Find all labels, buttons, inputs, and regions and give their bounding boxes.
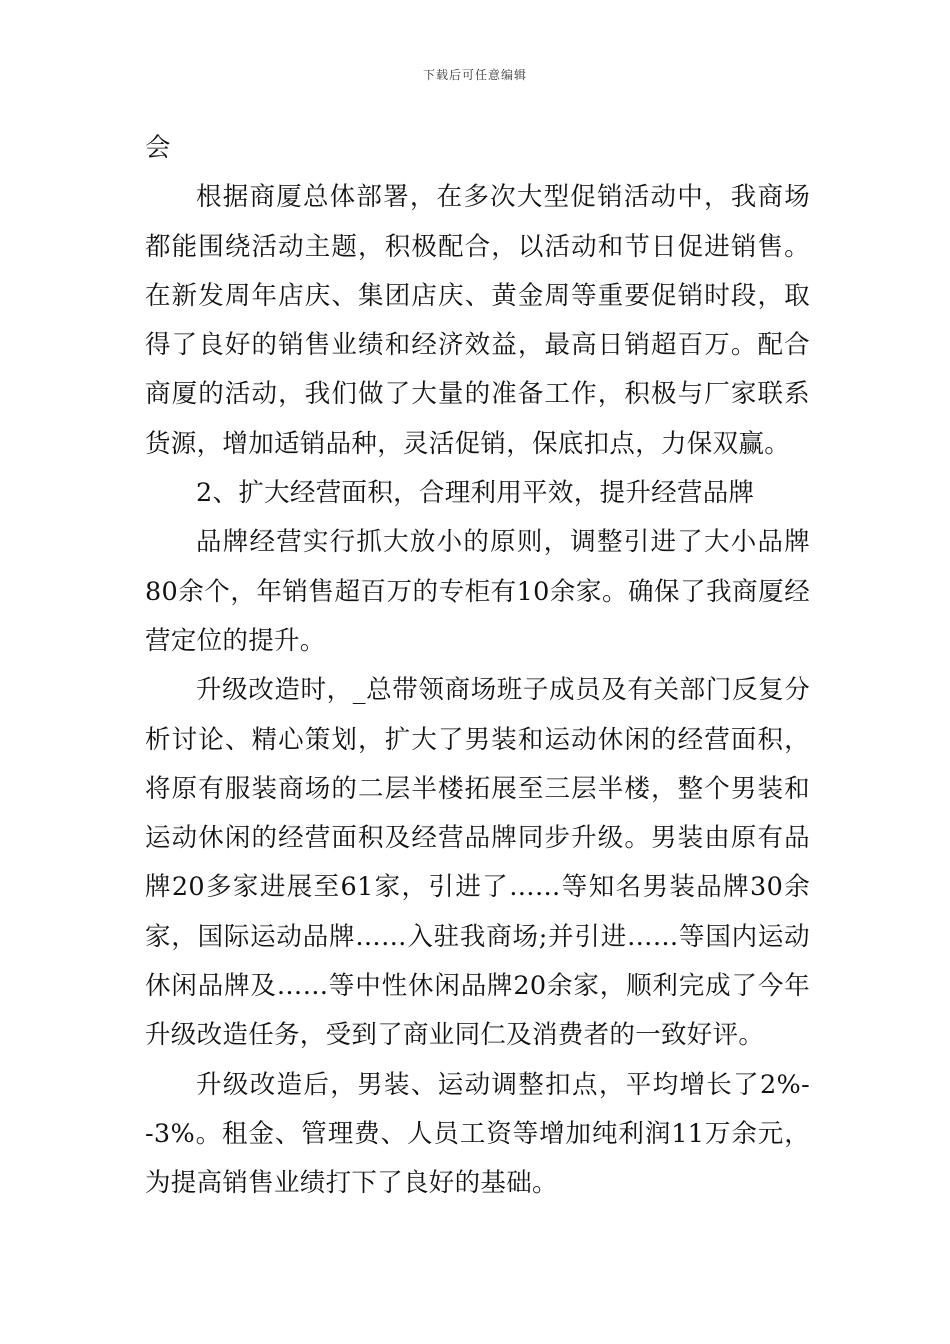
paragraph-upgrade: 升级改造时，_总带领商场班子成员及有关部门反复分析讨论、精心策划，扩大了男装和运动休闲的经营面积，将原有服装商场的二层半楼拓展至三层半楼，整个男装和运动休闲的经营面积及经营品牌同步升级。男装由原有品牌20多家进展至61家，引进了……等知名男装品牌30余家，国际运动品牌……入驻我商场;并引进……等国内运动休闲品牌及……等中性休闲品牌20余家，顺利完成了今年升级改造任务，受到了商业同仁及消费者的一致好评。	[145, 675, 810, 1051]
paragraph-brands: 品牌经营实行抓大放小的原则，调整引进了大小品牌80余个，年销售超百万的专柜有10余家。确保了我商厦经营定位的提升。	[145, 527, 810, 656]
paragraph-continuation: 会	[145, 133, 171, 163]
document-body	[145, 124, 810, 1209]
paragraph-promotions: 根据商厦总体部署，在多次大型促销活动中，我商场都能围绕活动主题，积极配合，以活动和节日促进销售。在新发周年店庆、集团店庆、黄金周等重要促销时段，取得了良好的销售业绩和经济效益，最高日销超百万。配合商厦的活动，我们做了大量的准备工作，积极与厂家联系货源，增加适销品种，灵活促销，保底扣点，力保双赢。	[145, 182, 810, 459]
page-header: 下载后可任意编辑	[422, 68, 527, 82]
paragraph-results: 升级改造后，男装、运动调整扣点，平均增长了2%--3%。租金、管理费、人员工资等增加纯利润11万余元，为提高销售业绩打下了良好的基础。	[145, 1069, 810, 1199]
section-heading: 2、扩大经营面积，合理利用平效，提升经营品牌	[196, 478, 755, 509]
